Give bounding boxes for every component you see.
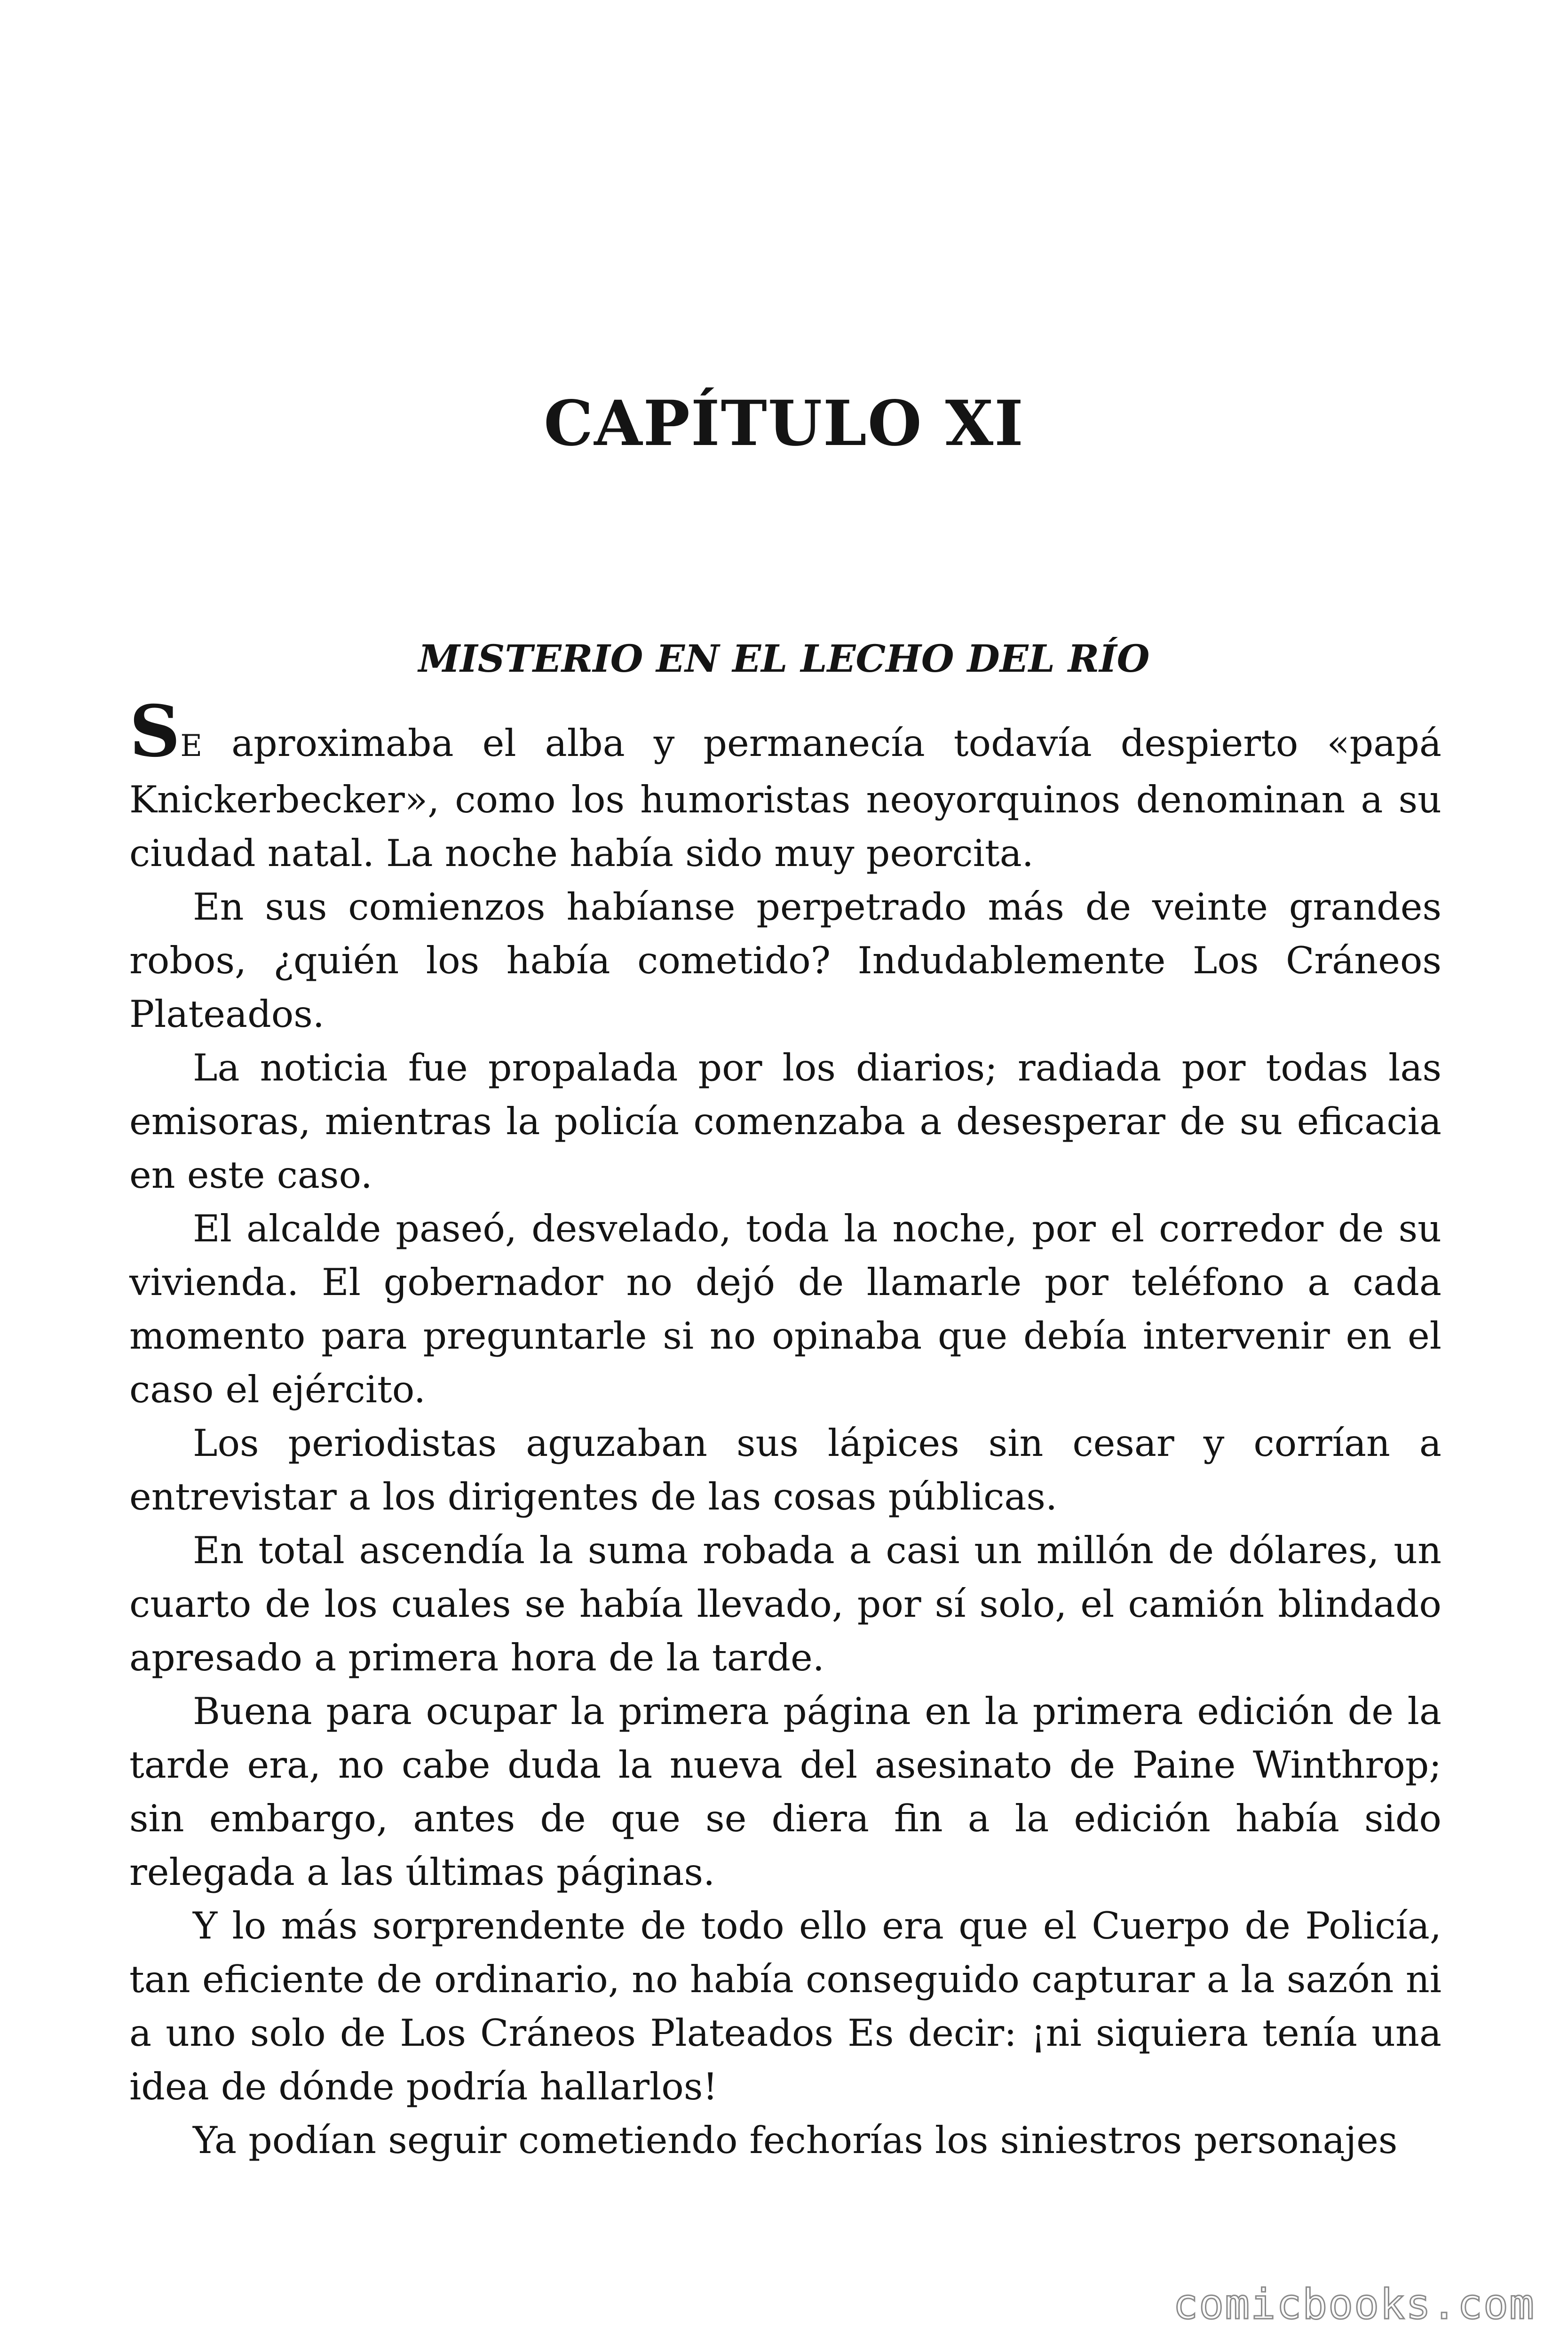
- paragraph-1: [129, 690, 1441, 880]
- paragraph-9: Ya podían seguir cometiendo fechorías los siniestros personajes: [193, 2119, 1398, 2162]
- paragraph-7: Buena para ocupar la primera página en la primera edición de la tarde era, no cabe duda la nueva del asesinato de Paine Winthrop; sin embargo, antes de que se diera fin a la edición había sido relegada a las últimas páginas.: [129, 1690, 1441, 1894]
- watermark: comicbooks.com: [1173, 2280, 1535, 2328]
- paragraph-1-text: aproximaba el alba y permanecía todavía despierto «papá Knickerbecker», como los humoristas neoyorquinos denominan a su ciudad natal. La noche había sido muy peorcita.: [129, 722, 1441, 875]
- body-text: [129, 690, 1441, 2167]
- paragraph-2: En sus comienzos habíanse perpetrado más de veinte grandes robos, ¿quién los había cometido? Indudablemente Los Cráneos Plateados.: [129, 885, 1441, 1036]
- chapter-subtitle: MISTERIO EN EL LECHO DEL RÍO: [418, 636, 1150, 681]
- paragraph-8: Y lo más sorprendente de todo ello era que el Cuerpo de Policía, tan eficiente de ordinario, no había conseguido capturar a la sazón ni a uno solo de Los Cráneos Plateados Es decir: ¡ni siquiera tenía una idea de dónde podría hallarlos!: [129, 1904, 1441, 2108]
- drop-cap: S: [129, 690, 181, 773]
- chapter-title: CAPÍTULO XI: [544, 387, 1024, 460]
- paragraph-6: En total ascendía la suma robada a casi un millón de dólares, un cuarto de los cuales se había llevado, por sí solo, el camión blindado apresado a primera hora de la tarde.: [129, 1529, 1441, 1679]
- paragraph-4: El alcalde paseó, desvelado, toda la noche, por el corredor de su vivienda. El gobernador no dejó de llamarle por teléfono a cada momento para preguntarle si no opinaba que debía intervenir en el caso el ejército.: [129, 1207, 1441, 1411]
- paragraph-5: Los periodistas aguzaban sus lápices sin cesar y corrían a entrevistar a los dirigentes de las cosas públicas.: [129, 1422, 1441, 1518]
- paragraph-3: La noticia fue propalada por los diarios; radiada por todas las emisoras, mientras la policía comenzaba a desesperar de su eficacia en este caso.: [129, 1046, 1441, 1197]
- drop-cap-continuation: E: [180, 729, 203, 763]
